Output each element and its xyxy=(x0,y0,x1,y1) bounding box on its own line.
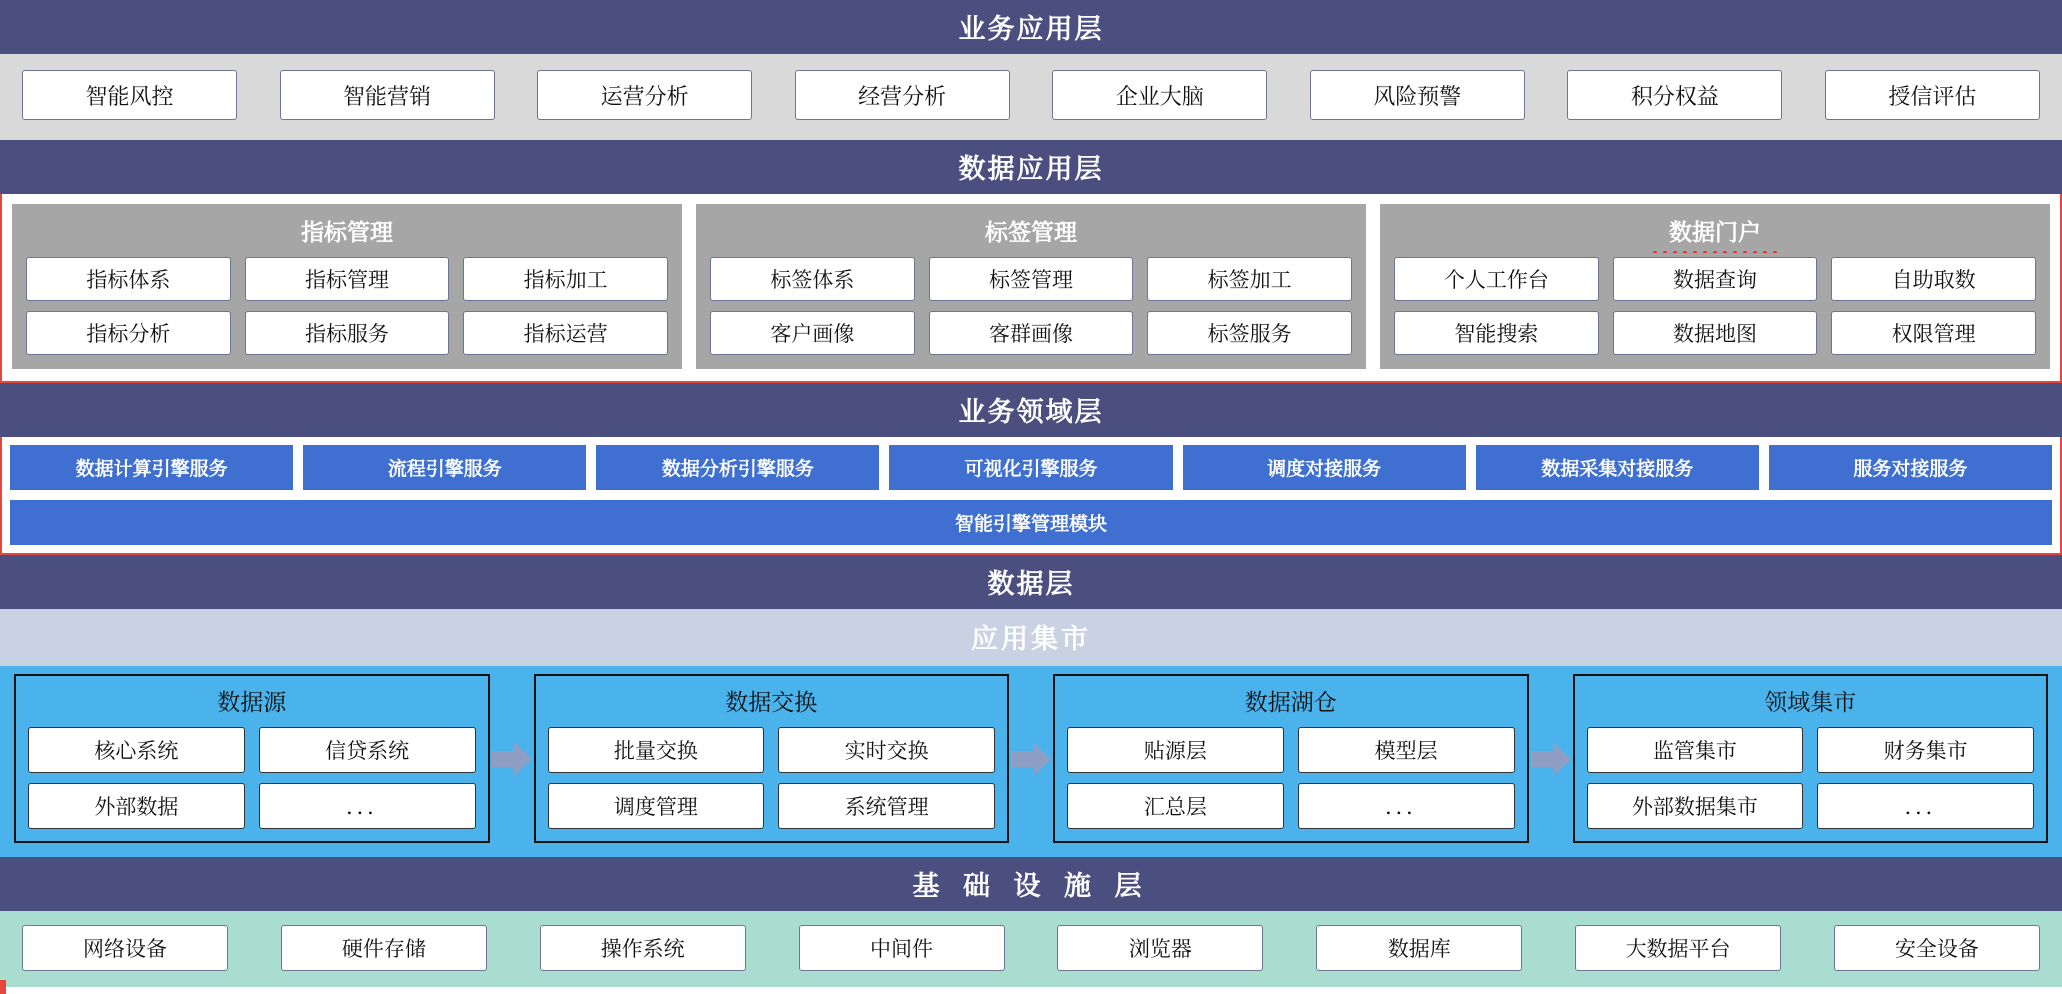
indicator-service[interactable]: 指标服务 xyxy=(245,311,450,355)
data-lakehouse-more[interactable]: ．．． xyxy=(1298,783,1515,829)
engine-workflow[interactable]: 流程引擎服务 xyxy=(303,445,586,490)
layer-title-data: 数据层 xyxy=(0,555,2062,609)
app-item-business-analysis[interactable]: 经营分析 xyxy=(795,70,1010,120)
customer-group-profile[interactable]: 客群画像 xyxy=(929,311,1134,355)
scheduling-management[interactable]: 调度管理 xyxy=(548,783,765,829)
system-management[interactable]: 系统管理 xyxy=(778,783,995,829)
application-mart-title: 应用集市 xyxy=(0,609,2062,666)
group-title-tag-management: 标签管理 xyxy=(985,219,1077,245)
business-domain-section xyxy=(0,437,2062,555)
app-item-credit-assessment[interactable]: 授信评估 xyxy=(1825,70,2040,120)
domain-mart-title: 领域集市 xyxy=(1764,689,1857,715)
indicator-analysis[interactable]: 指标分析 xyxy=(26,311,231,355)
external-data[interactable]: 外部数据 xyxy=(28,783,245,829)
engine-data-compute[interactable]: 数据计算引擎服务 xyxy=(10,445,293,490)
browser[interactable]: 浏览器 xyxy=(1057,925,1263,971)
engine-row xyxy=(10,445,2052,490)
credit-system[interactable]: 信贷系统 xyxy=(259,727,476,773)
data-source-grid xyxy=(28,727,476,829)
data-layer-section xyxy=(0,666,2062,857)
data-query[interactable]: 数据查询 xyxy=(1613,257,1818,301)
smart-search[interactable]: 智能搜索 xyxy=(1394,311,1599,355)
arrow-right-icon-2 xyxy=(1009,742,1053,776)
personal-workbench[interactable]: 个人工作台 xyxy=(1394,257,1599,301)
batch-exchange[interactable]: 批量交换 xyxy=(548,727,765,773)
data-application-section xyxy=(0,194,2062,383)
data-source-title: 数据源 xyxy=(217,689,287,715)
external-data-mart[interactable]: 外部数据集市 xyxy=(1587,783,1804,829)
layer-title-infrastructure: 基 础 设 施 层 xyxy=(0,857,2062,911)
self-service-extraction[interactable]: 自助取数 xyxy=(1831,257,2036,301)
engine-data-collection-integration[interactable]: 数据采集对接服务 xyxy=(1476,445,1759,490)
group-grid-tag-management xyxy=(710,257,1352,355)
group-title-indicator-management: 指标管理 xyxy=(301,219,393,245)
engine-visualization[interactable]: 可视化引擎服务 xyxy=(889,445,1172,490)
finance-mart[interactable]: 财务集市 xyxy=(1817,727,2034,773)
middleware[interactable]: 中间件 xyxy=(799,925,1005,971)
app-item-operation-analysis[interactable]: 运营分析 xyxy=(537,70,752,120)
infrastructure-row xyxy=(22,925,2040,971)
core-system[interactable]: 核心系统 xyxy=(28,727,245,773)
security-device[interactable]: 安全设备 xyxy=(1834,925,2040,971)
layer-title-business-domain: 业务领域层 xyxy=(0,383,2062,437)
app-item-risk-warning[interactable]: 风险预警 xyxy=(1310,70,1525,120)
network-device[interactable]: 网络设备 xyxy=(22,925,228,971)
data-source-more[interactable]: ．．． xyxy=(259,783,476,829)
model-layer[interactable]: 模型层 xyxy=(1298,727,1515,773)
regulatory-mart[interactable]: 监管集市 xyxy=(1587,727,1804,773)
group-grid-indicator-management xyxy=(26,257,668,355)
bottom-red-marker xyxy=(0,980,6,994)
group-data-portal xyxy=(1380,204,2050,369)
tag-processing[interactable]: 标签加工 xyxy=(1147,257,1352,301)
group-title-data-portal: 数据门户 xyxy=(1394,210,2036,257)
group-indicator-management xyxy=(12,204,682,369)
hardware-storage[interactable]: 硬件存储 xyxy=(281,925,487,971)
indicator-system[interactable]: 指标体系 xyxy=(26,257,231,301)
domain-mart-box xyxy=(1573,674,2049,843)
tag-service[interactable]: 标签服务 xyxy=(1147,311,1352,355)
group-grid-data-portal xyxy=(1394,257,2036,355)
database[interactable]: 数据库 xyxy=(1316,925,1522,971)
tag-management[interactable]: 标签管理 xyxy=(929,257,1134,301)
indicator-management[interactable]: 指标管理 xyxy=(245,257,450,301)
data-map[interactable]: 数据地图 xyxy=(1613,311,1818,355)
indicator-operation[interactable]: 指标运营 xyxy=(463,311,668,355)
app-item-enterprise-brain[interactable]: 企业大脑 xyxy=(1052,70,1267,120)
operating-system[interactable]: 操作系统 xyxy=(540,925,746,971)
data-exchange-box xyxy=(534,674,1010,843)
layer-title-business-application: 业务应用层 xyxy=(0,0,2062,54)
business-application-section xyxy=(0,54,2062,140)
arrow-right-icon-3 xyxy=(1529,742,1573,776)
customer-profile[interactable]: 客户画像 xyxy=(710,311,915,355)
engine-service-integration[interactable]: 服务对接服务 xyxy=(1769,445,2052,490)
data-exchange-title: 数据交换 xyxy=(725,689,818,715)
domain-mart-more[interactable]: ．．． xyxy=(1817,783,2034,829)
tag-system[interactable]: 标签体系 xyxy=(710,257,915,301)
engine-data-analysis[interactable]: 数据分析引擎服务 xyxy=(596,445,879,490)
summary-layer[interactable]: 汇总层 xyxy=(1067,783,1284,829)
infrastructure-section xyxy=(0,911,2062,987)
data-lakehouse-grid xyxy=(1067,727,1515,829)
group-tag-management xyxy=(696,204,1366,369)
source-layer[interactable]: 贴源层 xyxy=(1067,727,1284,773)
big-data-platform[interactable]: 大数据平台 xyxy=(1575,925,1781,971)
layer-title-data-application: 数据应用层 xyxy=(0,140,2062,194)
app-item-marketing[interactable]: 智能营销 xyxy=(280,70,495,120)
permission-management[interactable]: 权限管理 xyxy=(1831,311,2036,355)
data-exchange-grid xyxy=(548,727,996,829)
app-item-risk-control[interactable]: 智能风控 xyxy=(22,70,237,120)
data-lakehouse-title: 数据湖仓 xyxy=(1244,689,1337,715)
indicator-processing[interactable]: 指标加工 xyxy=(463,257,668,301)
business-application-row xyxy=(22,70,2040,120)
data-lakehouse-box xyxy=(1053,674,1529,843)
engine-scheduling-integration[interactable]: 调度对接服务 xyxy=(1183,445,1466,490)
realtime-exchange[interactable]: 实时交换 xyxy=(778,727,995,773)
data-source-box xyxy=(14,674,490,843)
arrow-right-icon-1 xyxy=(490,742,534,776)
app-item-points-rights[interactable]: 积分权益 xyxy=(1567,70,1782,120)
domain-mart-grid xyxy=(1587,727,2035,829)
engine-manager-module[interactable]: 智能引擎管理模块 xyxy=(10,500,2052,545)
